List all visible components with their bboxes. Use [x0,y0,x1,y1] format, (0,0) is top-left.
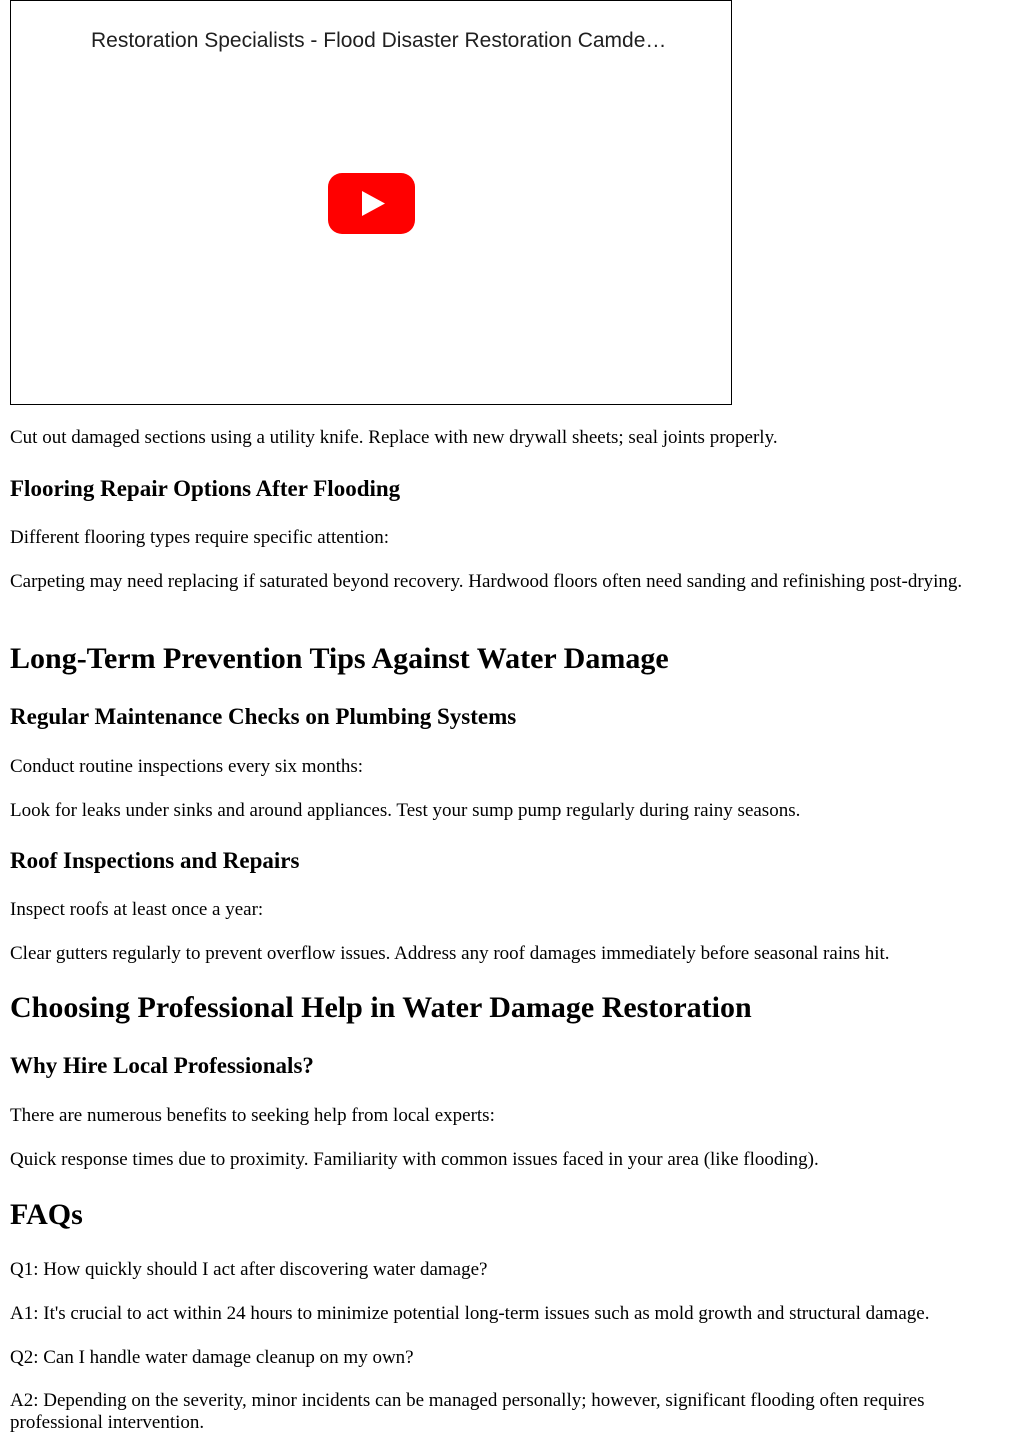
heading-flooring-repair: Flooring Repair Options After Flooding [10,476,401,501]
faq-answer-1: A1: It's crucial to act within 24 hours to minimize potential long-term issues such as mold growth and structural damage. [10,1303,930,1324]
faq-question-1: Q1: How quickly should I act after discovering water damage? [10,1259,488,1280]
youtube-video-embed[interactable] [10,0,732,405]
paragraph-plumbing-intro: Conduct routine inspections every six months: [10,756,364,777]
heading-prevention-tips: Long-Term Prevention Tips Against Water Damage [10,642,669,675]
heading-professional-help: Choosing Professional Help in Water Damage Restoration [10,991,752,1024]
paragraph-roof-detail: Clear gutters regularly to prevent overflow issues. Address any roof damages immediately before seasonal rains hit. [10,943,890,964]
faq-question-2: Q2: Can I handle water damage cleanup on my own? [10,1347,414,1368]
paragraph-roof-intro: Inspect roofs at least once a year: [10,899,264,920]
heading-faqs: FAQs [10,1198,83,1231]
heading-local-professionals: Why Hire Local Professionals? [10,1053,314,1078]
faq-answer-2: A2: Depending on the severity, minor incidents can be managed personally; however, significant flooding often requires professional intervention. [10,1390,925,1433]
paragraph-flooring-intro: Different flooring types require specific attention: [10,527,389,548]
heading-roof-inspections: Roof Inspections and Repairs [10,848,300,873]
paragraph-local-intro: There are numerous benefits to seeking help from local experts: [10,1105,495,1126]
paragraph-plumbing-detail: Look for leaks under sinks and around appliances. Test your sump pump regularly during rainy seasons. [10,800,801,821]
heading-plumbing-checks: Regular Maintenance Checks on Plumbing Systems [10,704,517,729]
youtube-play-icon[interactable] [328,173,415,234]
paragraph-flooring-detail: Carpeting may need replacing if saturated beyond recovery. Hardwood floors often need sanding and refinishing post-drying. [10,571,963,592]
paragraph-drywall: Cut out damaged sections using a utility knife. Replace with new drywall sheets; seal joints properly. [10,427,778,448]
paragraph-local-detail: Quick response times due to proximity. Familiarity with common issues faced in your area (like flooding). [10,1149,819,1170]
video-title[interactable]: Restoration Specialists - Flood Disaster Restoration Camde… [91,29,667,52]
